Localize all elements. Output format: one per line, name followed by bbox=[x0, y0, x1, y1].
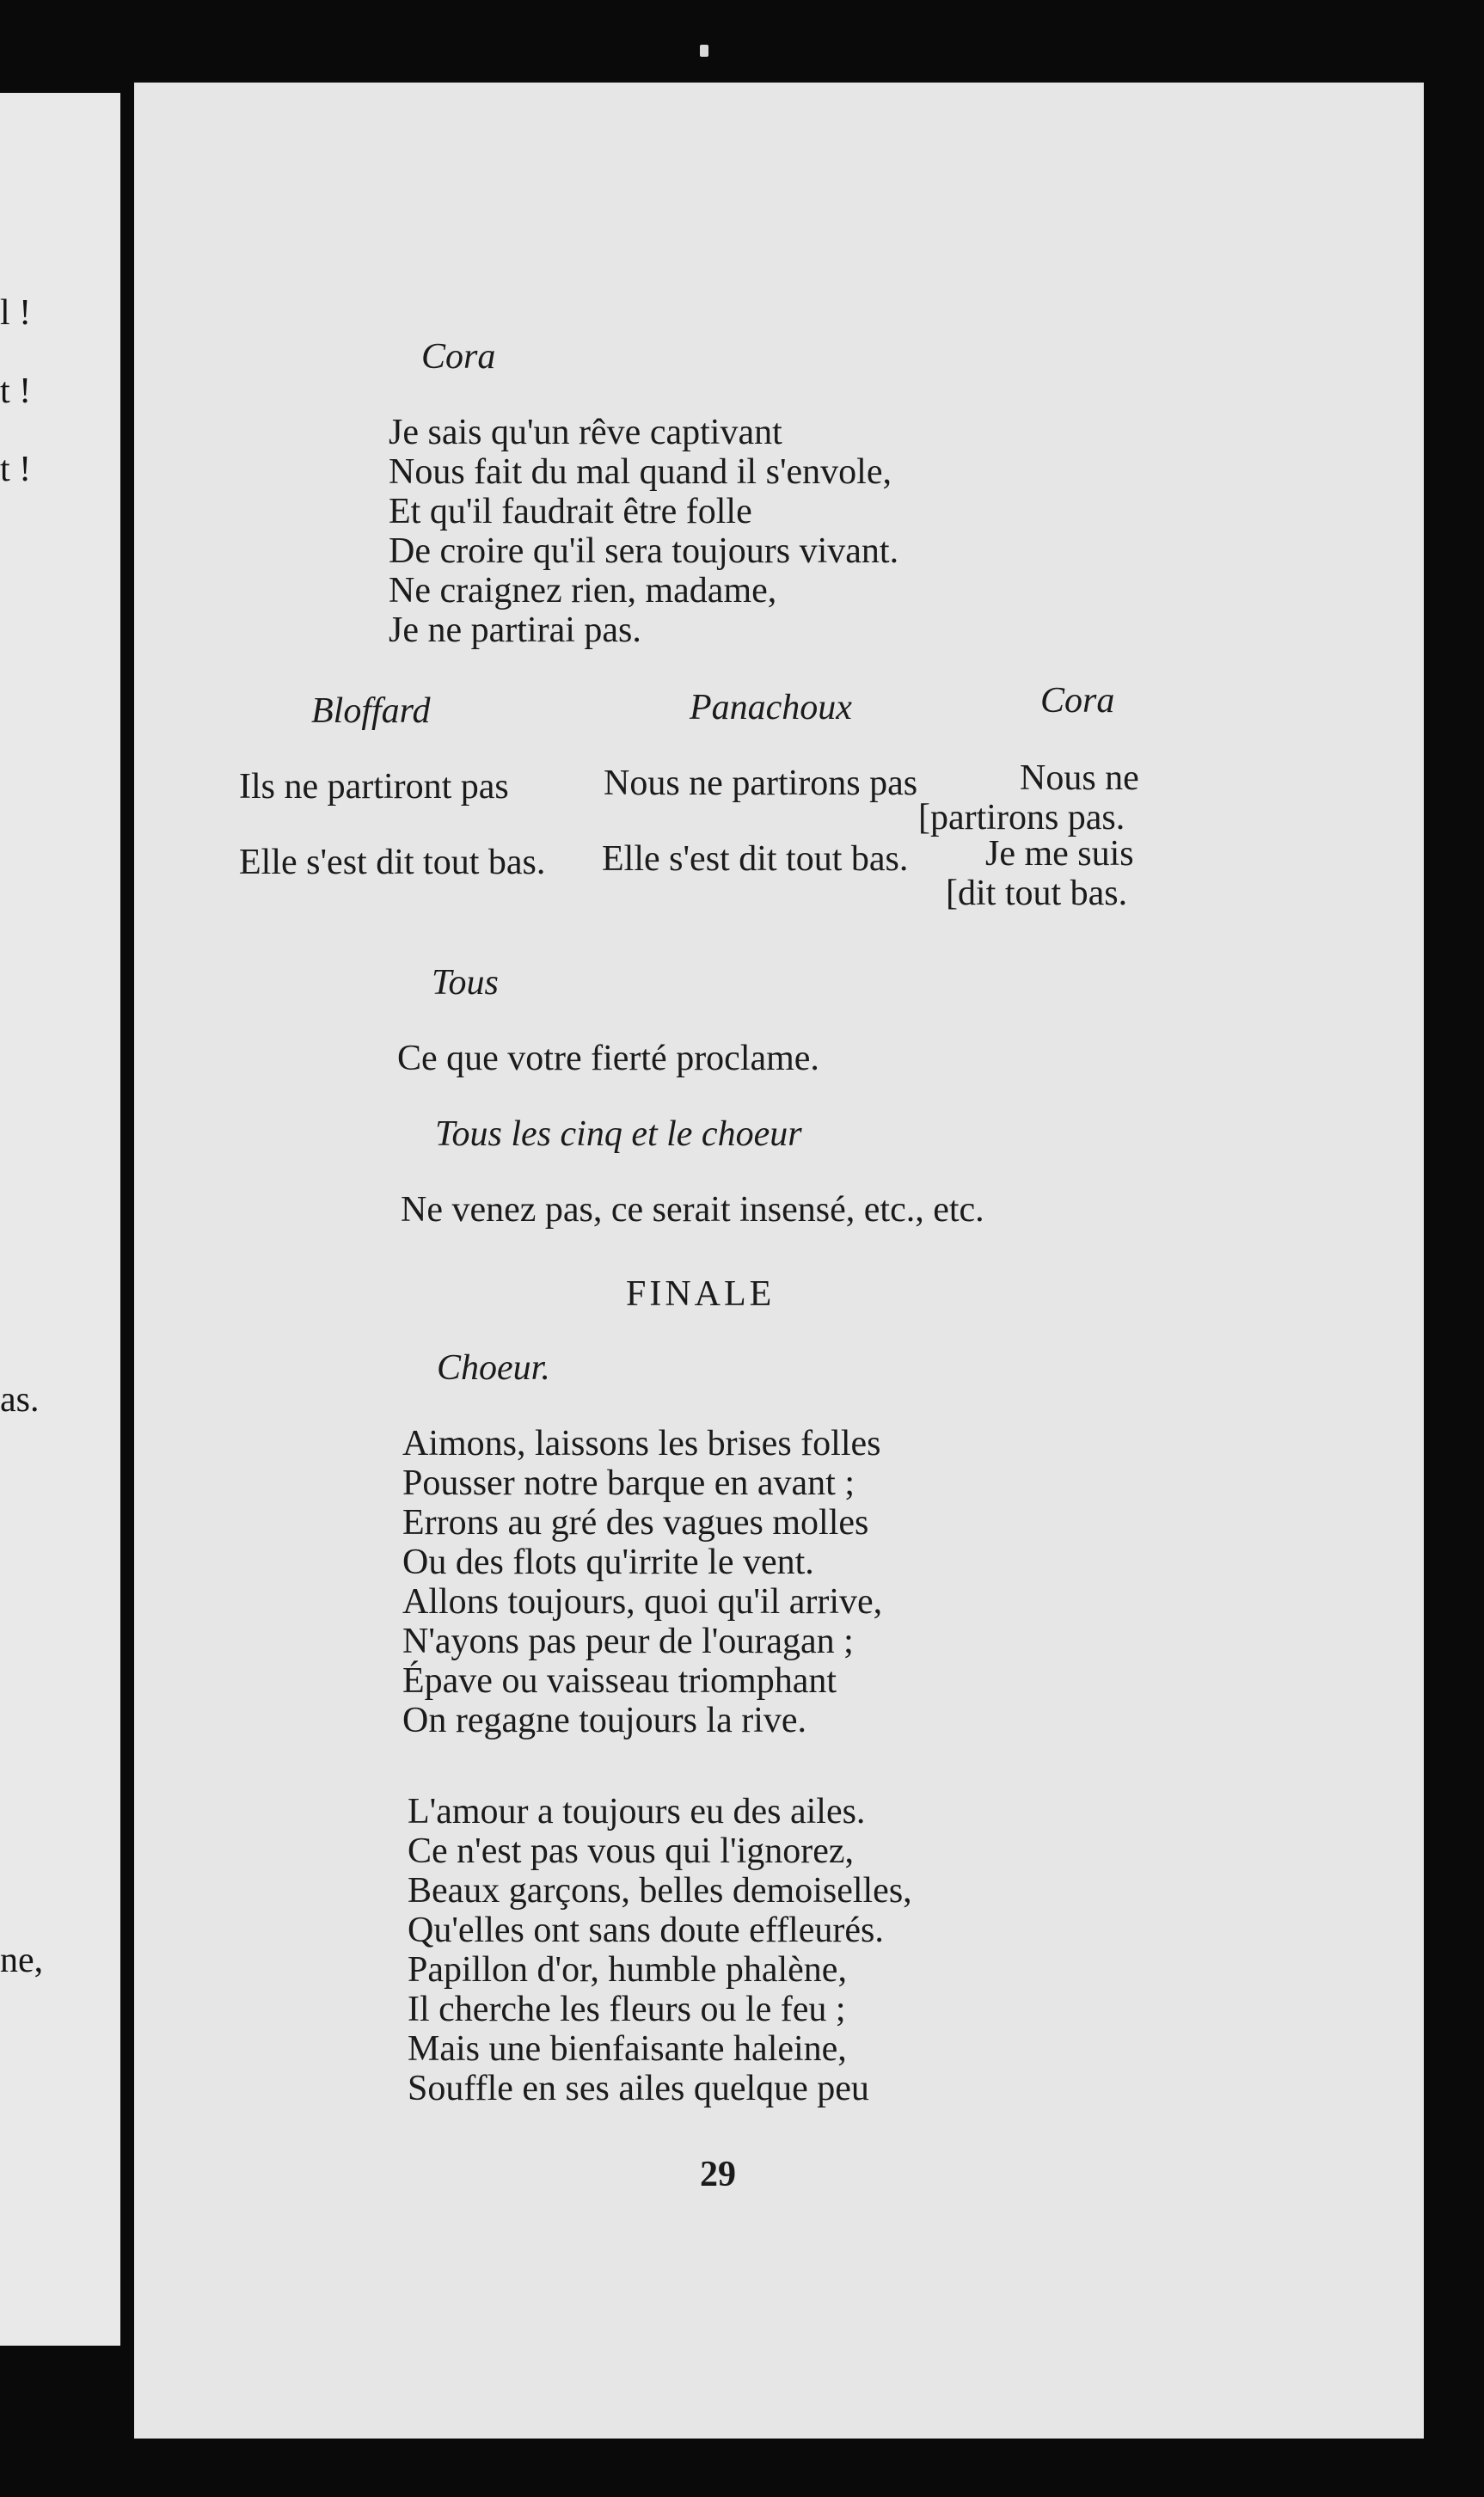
speaker-heading-bloffard: Bloffard bbox=[311, 691, 431, 731]
trio-line-bloffard: Elle s'est dit tout bas. bbox=[239, 843, 546, 882]
trio-line-cora: Nous ne bbox=[1020, 758, 1139, 798]
verse-line: Beaux garçons, belles demoiselles, bbox=[408, 1871, 912, 1911]
left-fragment: t ! bbox=[0, 450, 32, 489]
speaker-heading-panachoux: Panachoux bbox=[690, 688, 852, 727]
speaker-heading-choeur: Choeur. bbox=[437, 1348, 550, 1388]
verse-line: Ne craignez rien, madame, bbox=[389, 571, 777, 610]
verse-line: Épave ou vaisseau triomphant bbox=[402, 1661, 837, 1701]
left-fragment: ne, bbox=[0, 1941, 44, 1980]
verse-line: Pousser notre barque en avant ; bbox=[402, 1463, 855, 1503]
verse-line: Je ne partirai pas. bbox=[389, 610, 641, 650]
verse-line: Souffle en ses ailes quelque peu bbox=[408, 2069, 869, 2108]
trio-line-bloffard: Ils ne partiront pas bbox=[239, 767, 509, 807]
speaker-heading-tous-les-cinq: Tous les cinq et le choeur bbox=[435, 1114, 802, 1154]
section-title-finale: FINALE bbox=[626, 1274, 776, 1314]
trio-line-panachoux: Nous ne partirons pas bbox=[604, 764, 918, 803]
facing-page-edge bbox=[0, 93, 120, 2346]
verse-line: De croire qu'il sera toujours vivant. bbox=[389, 531, 899, 571]
trio-line-panachoux: Elle s'est dit tout bas. bbox=[602, 839, 909, 879]
verse-line: Qu'elles ont sans doute effleurés. bbox=[408, 1911, 884, 1950]
verse-line: Mais une bienfaisante haleine, bbox=[408, 2029, 847, 2069]
verse-line: Il cherche les fleurs ou le feu ; bbox=[408, 1990, 846, 2029]
speaker-heading-cora: Cora bbox=[1040, 681, 1115, 721]
verse-line: Ce que votre fierté proclame. bbox=[397, 1039, 819, 1078]
verse-line: Allons toujours, quoi qu'il arrive, bbox=[402, 1582, 883, 1622]
speaker-heading-tous: Tous bbox=[432, 963, 499, 1003]
page-number: 29 bbox=[700, 2155, 736, 2194]
verse-line: Nous fait du mal quand il s'envole, bbox=[389, 452, 892, 492]
left-fragment: t ! bbox=[0, 371, 32, 411]
left-fragment: as. bbox=[0, 1380, 40, 1420]
verse-line: L'amour a toujours eu des ailes. bbox=[408, 1792, 866, 1831]
trio-line-cora: Je me suis bbox=[985, 834, 1134, 874]
left-fragment: l ! bbox=[0, 293, 32, 333]
trio-line-cora: [dit tout bas. bbox=[946, 874, 1128, 913]
trio-line-cora: [partirons pas. bbox=[918, 798, 1125, 837]
verse-line: Errons au gré des vagues molles bbox=[402, 1503, 869, 1543]
book-page bbox=[134, 83, 1424, 2439]
verse-line: Aimons, laissons les brises folles bbox=[402, 1424, 881, 1463]
verse-line: Et qu'il faudrait être folle bbox=[389, 492, 752, 531]
verse-line: Je sais qu'un rêve captivant bbox=[389, 413, 782, 452]
speaker-heading-cora: Cora bbox=[421, 337, 496, 377]
verse-line: On regagne toujours la rive. bbox=[402, 1701, 807, 1740]
verse-line: Ne venez pas, ce serait insensé, etc., etc. bbox=[401, 1190, 984, 1230]
verse-line: Ce n'est pas vous qui l'ignorez, bbox=[408, 1831, 855, 1871]
verse-line: Papillon d'or, humble phalène, bbox=[408, 1950, 847, 1990]
verse-line: N'ayons pas peur de l'ouragan ; bbox=[402, 1622, 854, 1661]
scan-mark bbox=[700, 45, 708, 57]
verse-line: Ou des flots qu'irrite le vent. bbox=[402, 1543, 814, 1582]
